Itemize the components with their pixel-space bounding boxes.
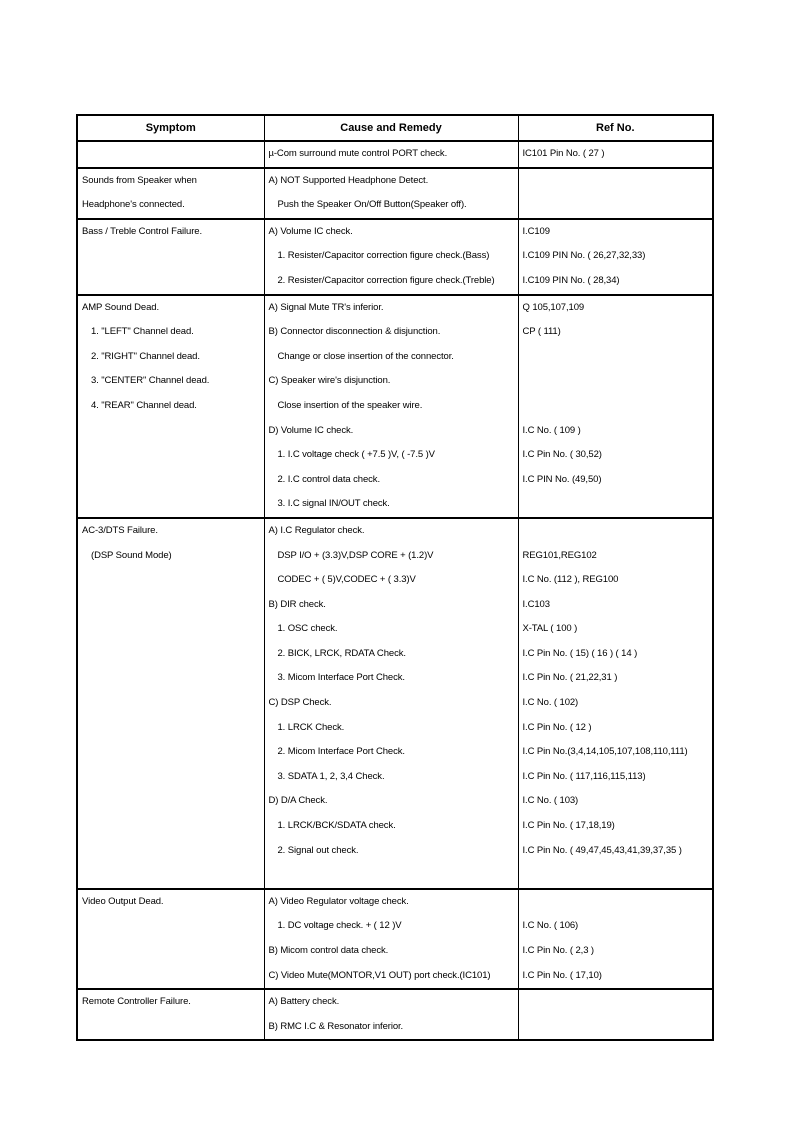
- header-ref-no: Ref No.: [518, 115, 713, 141]
- cause-line: A) NOT Supported Headphone Detect.: [268, 174, 429, 186]
- symptom-line: AC-3/DTS Failure.: [82, 524, 158, 536]
- ref-line: [519, 519, 713, 544]
- symptom-line: [78, 839, 264, 864]
- symptom-line: [78, 142, 264, 167]
- ref-line: [519, 193, 713, 218]
- ref-line: I.C109 PIN No. ( 26,27,32,33): [522, 250, 646, 262]
- ref-line: I.C109 PIN No. ( 28,34): [522, 274, 620, 286]
- header-symptom: Symptom: [77, 115, 264, 141]
- cause-line: 1. Resister/Capacitor correction figure check.(Bass): [277, 250, 490, 262]
- symptom-line: [78, 666, 264, 691]
- cause-line: 1. LRCK Check.: [277, 721, 345, 733]
- ref-cell: [518, 889, 713, 989]
- ref-cell: [518, 989, 713, 1040]
- symptom-line: 2. "RIGHT" Channel dead.: [91, 350, 200, 362]
- header-cause-and-remedy: Cause and Remedy: [264, 115, 518, 141]
- table-row: [77, 889, 713, 989]
- symptom-line: 1. "LEFT" Channel dead.: [91, 326, 194, 338]
- ref-cell: [518, 219, 713, 295]
- cause-line: C) Video Mute(MONTOR,V1 OUT) port check.(IC101): [268, 969, 491, 981]
- ref-line: I.C PIN No. (49,50): [522, 473, 602, 485]
- ref-line: Q 105,107,109: [522, 301, 585, 313]
- cause-line: 1. LRCK/BCK/SDATA check.: [277, 820, 396, 832]
- cause-cell: [264, 989, 518, 1040]
- cause-line: D) D/A Check.: [268, 795, 328, 807]
- symptom-cell: [77, 219, 264, 295]
- table-row: [77, 295, 713, 518]
- symptom-line: [78, 593, 264, 618]
- cause-line: Close insertion of the speaker wire.: [277, 399, 423, 411]
- table-row: [77, 219, 713, 295]
- ref-line: I.C Pin No. ( 15) ( 16 ) ( 14 ): [522, 647, 638, 659]
- ref-line: [519, 169, 713, 194]
- symptom-line: [78, 740, 264, 765]
- ref-line: [519, 492, 713, 517]
- symptom-line: [78, 443, 264, 468]
- ref-line: CP ( 111): [522, 326, 561, 338]
- ref-line: [519, 394, 713, 419]
- cause-cell: [264, 168, 518, 219]
- symptom-line: Bass / Treble Control Failure.: [82, 225, 203, 237]
- symptom-line: [78, 789, 264, 814]
- ref-line: I.C Pin No. ( 17,18,19): [522, 820, 615, 832]
- cause-line: 2. Signal out check.: [277, 844, 359, 856]
- ref-line: [519, 1015, 713, 1040]
- ref-line: [519, 890, 713, 915]
- cause-line: D) Volume IC check.: [268, 424, 354, 436]
- symptom-line: [78, 568, 264, 593]
- symptom-line: [78, 765, 264, 790]
- ref-line: I.C Pin No.(3,4,14,105,107,108,110,111): [522, 746, 688, 758]
- symptom-line: [78, 617, 264, 642]
- cause-cell: [264, 141, 518, 168]
- ref-line: I.C Pin No. ( 117,116,115,113): [522, 770, 646, 782]
- symptom-line: Video Output Dead.: [82, 895, 164, 907]
- ref-line: I.C No. (112 ), REG100: [522, 574, 619, 586]
- symptom-line: [78, 1015, 264, 1040]
- cause-line: 1. OSC check.: [277, 623, 338, 635]
- cause-line: 3. I.C signal IN/OUT check.: [277, 498, 390, 510]
- table-body: [77, 141, 713, 1040]
- symptom-line: [78, 269, 264, 294]
- cause-line: Change or close insertion of the connector.: [277, 350, 454, 362]
- symptom-cell: [77, 989, 264, 1040]
- cause-cell: [264, 295, 518, 518]
- ref-line: [519, 369, 713, 394]
- cause-line: CODEC + ( 5)V,CODEC + ( 3.3)V: [277, 574, 416, 586]
- symptom-line: [78, 863, 264, 888]
- cause-line: 1. DC voltage check. + ( 12 )V: [277, 920, 402, 932]
- symptom-line: [78, 814, 264, 839]
- ref-line: I.C Pin No. ( 21,22,31 ): [522, 672, 618, 684]
- table-row: [77, 518, 713, 889]
- cause-line: A) Volume IC check.: [268, 225, 353, 237]
- ref-line: I.C No. ( 103): [522, 795, 579, 807]
- symptom-line: (DSP Sound Mode): [91, 549, 172, 561]
- table-row: [77, 141, 713, 168]
- cause-line: 2. I.C control data check.: [277, 473, 380, 485]
- cause-line: 1. I.C voltage check ( +7.5 )V, ( -7.5 )V: [277, 449, 435, 461]
- ref-line: I.C No. ( 106): [522, 920, 579, 932]
- ref-line: [519, 990, 713, 1015]
- cause-line: A) Signal Mute TR's inferior.: [268, 301, 384, 313]
- cause-line: Push the Speaker On/Off Button(Speaker off).: [277, 199, 467, 211]
- cause-line: B) RMC I.C & Resonator inferior.: [268, 1020, 404, 1032]
- ref-line: I.C No. ( 109 ): [522, 424, 581, 436]
- symptom-cell: [77, 889, 264, 989]
- ref-cell: [518, 141, 713, 168]
- symptom-line: [78, 716, 264, 741]
- cause-line: 2. Micom Interface Port Check.: [277, 746, 405, 758]
- symptom-line: [78, 642, 264, 667]
- cause-line: 2. Resister/Capacitor correction figure check.(Treble): [277, 274, 495, 286]
- ref-line: I.C Pin No. ( 2,3 ): [522, 945, 594, 956]
- symptom-cell: [77, 295, 264, 518]
- cause-line: A) Battery check.: [268, 996, 340, 1008]
- symptom-cell: [77, 141, 264, 168]
- symptom-line: [78, 244, 264, 269]
- ref-cell: [518, 295, 713, 518]
- symptom-line: [78, 468, 264, 493]
- troubleshooting-table: [76, 114, 714, 1041]
- cause-cell: [264, 518, 518, 889]
- cause-line: C) DSP Check.: [268, 697, 332, 709]
- cause-line: 2. BICK, LRCK, RDATA Check.: [277, 647, 406, 659]
- cause-line: A) I.C Regulator check.: [268, 524, 365, 536]
- cause-line: B) DIR check.: [268, 598, 326, 610]
- symptom-line: Remote Controller Failure.: [82, 996, 191, 1008]
- symptom-line: [78, 691, 264, 716]
- symptom-line: [78, 939, 264, 964]
- symptom-line: Headphone's connected.: [82, 199, 185, 211]
- table-row: [77, 168, 713, 219]
- ref-line: I.C109: [522, 225, 550, 237]
- symptom-cell: [77, 518, 264, 889]
- ref-line: I.C103: [522, 598, 550, 610]
- cause-line: DSP I/O + (3.3)V,DSP CORE + (1.2)V: [277, 549, 434, 561]
- ref-line: I.C Pin No. ( 30,52): [522, 449, 602, 461]
- cause-line: A) Video Regulator voltage check.: [268, 895, 409, 907]
- ref-line: REG101,REG102: [522, 549, 597, 561]
- symptom-line: [78, 419, 264, 444]
- cause-line: C) Speaker wire's disjunction.: [268, 375, 391, 387]
- cause-line: B) Connector disconnection & disjunction.: [268, 326, 441, 338]
- ref-line: IC101 Pin No. ( 27 ): [522, 148, 605, 159]
- symptom-line: Sounds from Speaker when: [82, 174, 197, 186]
- cause-cell: [264, 889, 518, 989]
- symptom-cell: [77, 168, 264, 219]
- table-row: [77, 989, 713, 1040]
- ref-line: I.C Pin No. ( 17,10): [522, 969, 602, 981]
- symptom-line: 4. "REAR" Channel dead.: [91, 399, 197, 411]
- symptom-line: [78, 914, 264, 939]
- ref-line: [519, 345, 713, 370]
- cause-line: µ-Com surround mute control PORT check.: [268, 148, 448, 159]
- cause-line: B) Micom control data check.: [268, 945, 389, 956]
- ref-line: X-TAL ( 100 ): [522, 623, 578, 635]
- ref-line: I.C Pin No. ( 49,47,45,43,41,39,37,35 ): [522, 844, 682, 856]
- ref-cell: [518, 518, 713, 889]
- symptom-line: AMP Sound Dead.: [82, 301, 160, 313]
- ref-cell: [518, 168, 713, 219]
- symptom-line: [78, 492, 264, 517]
- header-row: [77, 115, 713, 141]
- cause-line: 3. Micom Interface Port Check.: [277, 672, 405, 684]
- symptom-line: 3. "CENTER" Channel dead.: [91, 375, 210, 387]
- cause-line: 3. SDATA 1, 2, 3,4 Check.: [277, 770, 385, 782]
- cause-cell: [264, 219, 518, 295]
- symptom-line: [78, 964, 264, 989]
- ref-line: I.C No. ( 102): [522, 697, 579, 709]
- ref-line: I.C Pin No. ( 12 ): [522, 721, 592, 733]
